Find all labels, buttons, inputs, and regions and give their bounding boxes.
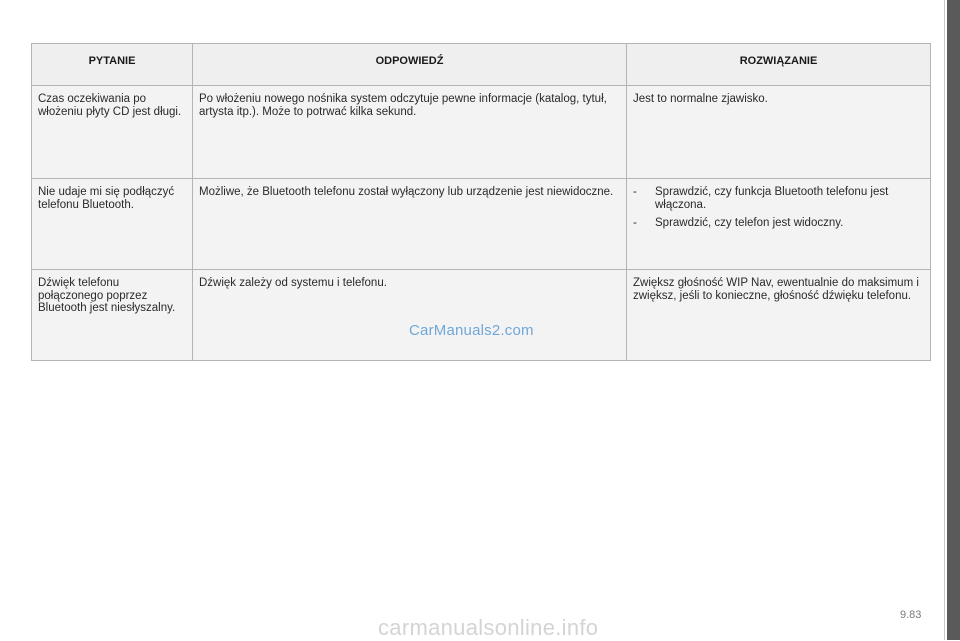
- header-answer: ODPOWIEDŹ: [193, 44, 627, 86]
- page-side-tab: [947, 0, 960, 640]
- list-dash: -: [633, 217, 637, 229]
- footer-watermark: [0, 606, 960, 640]
- table-row: [32, 86, 931, 179]
- page-number: 9.83: [900, 609, 922, 621]
- table-row: [32, 179, 931, 270]
- question-cell: Czas oczekiwania po włożeniu płyty CD jest długi.: [32, 86, 193, 179]
- solution-list-item: [633, 186, 924, 211]
- header-question: PYTANIE: [32, 44, 193, 86]
- answer-cell: Po włożeniu nowego nośnika system odczytuje pewne informacje (katalog, tytuł, artysta itp.). Może to potrwać kilka sekund.: [193, 86, 627, 179]
- answer-cell: Dźwięk zależy od systemu i telefonu.: [193, 270, 627, 361]
- solution-cell: [627, 179, 931, 270]
- solution-list: [633, 186, 924, 230]
- table-header-row: [32, 44, 931, 86]
- question-cell: Dźwięk telefonu połączonego poprzez Bluetooth jest niesłyszalny.: [32, 270, 193, 361]
- solution-cell: Zwiększ głośność WIP Nav, ewentualnie do maksimum i zwiększ, jeśli to konieczne, głośność dźwięku telefonu.: [627, 270, 931, 361]
- table-row: [32, 270, 931, 361]
- solution-text: Sprawdzić, czy telefon jest widoczny.: [655, 217, 844, 229]
- page-edge-line: [944, 0, 945, 640]
- watermark-text: CarManuals2.com: [409, 322, 534, 339]
- solution-cell: Jest to normalne zjawisko.: [627, 86, 931, 179]
- list-dash: -: [633, 186, 637, 198]
- solution-text: Sprawdzić, czy funkcja Bluetooth telefonu jest włączona.: [655, 186, 889, 211]
- solution-list-item: [633, 217, 924, 230]
- header-solution: ROZWIĄZANIE: [627, 44, 931, 86]
- answer-cell: Możliwe, że Bluetooth telefonu został wyłączony lub urządzenie jest niewidoczne.: [193, 179, 627, 270]
- question-cell: Nie udaje mi się podłączyć telefonu Bluetooth.: [32, 179, 193, 270]
- footer-watermark-text: carmanualsonline.info: [378, 615, 599, 640]
- faq-table: [31, 43, 931, 361]
